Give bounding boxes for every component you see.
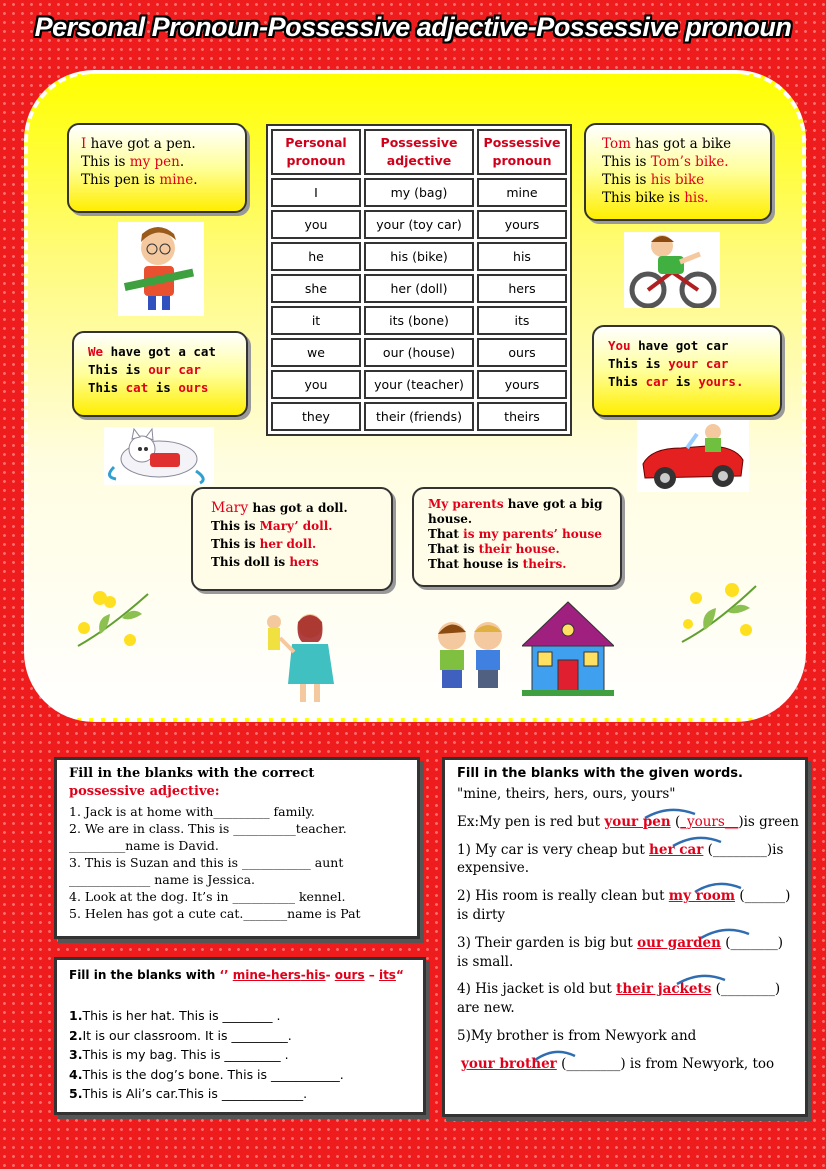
exercise-3-q4: 4) His jacket is old but their jackets (________): [457, 981, 781, 997]
boy-on-bike-icon: [624, 232, 720, 308]
table-header-1: Personal pronoun: [271, 129, 361, 175]
exercise-3-example: Ex:My pen is red but your pen (_yours__)is green: [457, 814, 799, 830]
table-cell: it: [271, 306, 361, 335]
table-cell: its: [477, 306, 567, 335]
exercise-1-heading: Fill in the blanks with the correct: [69, 766, 315, 781]
table-cell: ours: [477, 338, 567, 367]
red-car-icon: [637, 420, 749, 492]
bubble-house: My parents have got a big house. That is my parents’ house That is their house. That house is theirs.: [412, 487, 622, 587]
exercise-given-words: [442, 757, 808, 1117]
cat-icon: [104, 427, 214, 485]
table-cell: we: [271, 338, 361, 367]
boy-with-pencil-icon: [118, 222, 204, 316]
table-row: [271, 370, 567, 399]
table-cell: they: [271, 402, 361, 431]
table-cell: my (bag): [364, 178, 474, 207]
exercise-3-q3: 3) Their garden is big but our garden (_______): [457, 935, 783, 951]
exercise-item: 5.This is Ali’s car.This is _____________.: [69, 1086, 308, 1101]
table-header-3: Possessive pronoun: [477, 129, 567, 175]
exercise-2-heading: Fill in the blanks with ‘’ mine-hers-his- ours – its“: [69, 968, 404, 982]
exercise-line: 1. Jack is at home with_________ family.: [69, 804, 315, 819]
table-cell: yours: [477, 210, 567, 239]
table-row: [271, 274, 567, 303]
table-row: [271, 178, 567, 207]
two-boys-icon: [430, 616, 512, 690]
exercise-line: 2. We are in class. This is __________teacher.: [69, 821, 347, 836]
bubble-car: You have got car This is your car This car is yours.: [592, 325, 782, 417]
pronoun-table: [266, 124, 572, 436]
house-icon: [522, 598, 614, 696]
table-cell: its (bone): [364, 306, 474, 335]
table-cell: he: [271, 242, 361, 271]
exercise-item: 3.This is my bag. This is _________ .: [69, 1047, 289, 1062]
flower-left-icon: [70, 588, 154, 650]
table-cell: your (toy car): [364, 210, 474, 239]
table-cell: mine: [477, 178, 567, 207]
flower-right-icon: [676, 578, 760, 648]
table-cell: hers: [477, 274, 567, 303]
exercise-3-q4-cont: are new.: [457, 1000, 515, 1016]
girls-with-doll-icon: [258, 608, 334, 706]
table-cell: you: [271, 370, 361, 399]
bubble-bike: Tom has got a bike This is Tom’s bike. This is his bike This bike is his.: [584, 123, 772, 221]
table-cell: she: [271, 274, 361, 303]
exercise-3-q1-cont: expensive.: [457, 860, 530, 876]
exercise-3-q1: 1) My car is very cheap but her car (________)is: [457, 842, 784, 858]
exercise-3-q5: 5)My brother is from Newyork and: [457, 1028, 697, 1044]
exercise-3-q2: 2) His room is really clean but my room (______): [457, 888, 791, 904]
table-row: [271, 338, 567, 367]
table-cell: theirs: [477, 402, 567, 431]
exercise-line: 3. This is Suzan and this is ___________ aunt: [69, 855, 344, 870]
exercise-3-q5-cont: your brother (________) is from Newyork, too: [461, 1056, 775, 1072]
exercise-3-heading: Fill in the blanks with the given words.: [457, 766, 743, 781]
exercise-3-word-list: "mine, theirs, hers, ours, yours": [457, 786, 676, 802]
table-cell: his: [477, 242, 567, 271]
table-row: [271, 210, 567, 239]
bubble-doll: Mary has got a doll. This is Mary’ doll. This is her doll. This doll is hers: [191, 487, 393, 591]
exercise-3-q2-cont: is dirty: [457, 907, 506, 923]
table-cell: yours: [477, 370, 567, 399]
exercise-line: _________name is David.: [69, 838, 219, 853]
table-cell: our (house): [364, 338, 474, 367]
table-cell: their (friends): [364, 402, 474, 431]
exercise-item: 2.It is our classroom. It is _________.: [69, 1027, 292, 1043]
exercise-line: _____________ name is Jessica.: [69, 872, 255, 887]
bubble-cat: We have got a cat This is our car This cat is ours: [72, 331, 248, 417]
table-row: [271, 306, 567, 335]
table-cell: your (teacher): [364, 370, 474, 399]
table-header-2: Possessive adjective: [364, 129, 474, 175]
exercise-line: 4. Look at the dog. It’s in __________ kennel.: [69, 889, 346, 904]
exercise-item: 1.This is her hat. This is ________ .: [69, 1008, 281, 1023]
page-title: Personal Pronoun-Possessive adjective-Possessive pronoun: [34, 12, 792, 42]
bubble-pen: I have got a pen. This is my pen. This pen is mine.: [67, 123, 247, 213]
exercise-possessive-pronoun: [54, 957, 426, 1115]
exercise-line: 5. Helen has got a cute cat._______name is Pat: [69, 906, 361, 921]
table-cell: her (doll): [364, 274, 474, 303]
table-row: [271, 402, 567, 431]
table-cell: you: [271, 210, 361, 239]
table-cell: his (bike): [364, 242, 474, 271]
table-cell: I: [271, 178, 361, 207]
exercise-3-q3-cont: is small.: [457, 954, 514, 970]
exercise-1-subheading: possessive adjective:: [69, 784, 220, 799]
table-row: [271, 242, 567, 271]
exercise-possessive-adjective: [54, 757, 420, 939]
exercise-item: 4.This is the dog’s bone. This is ___________.: [69, 1066, 344, 1082]
